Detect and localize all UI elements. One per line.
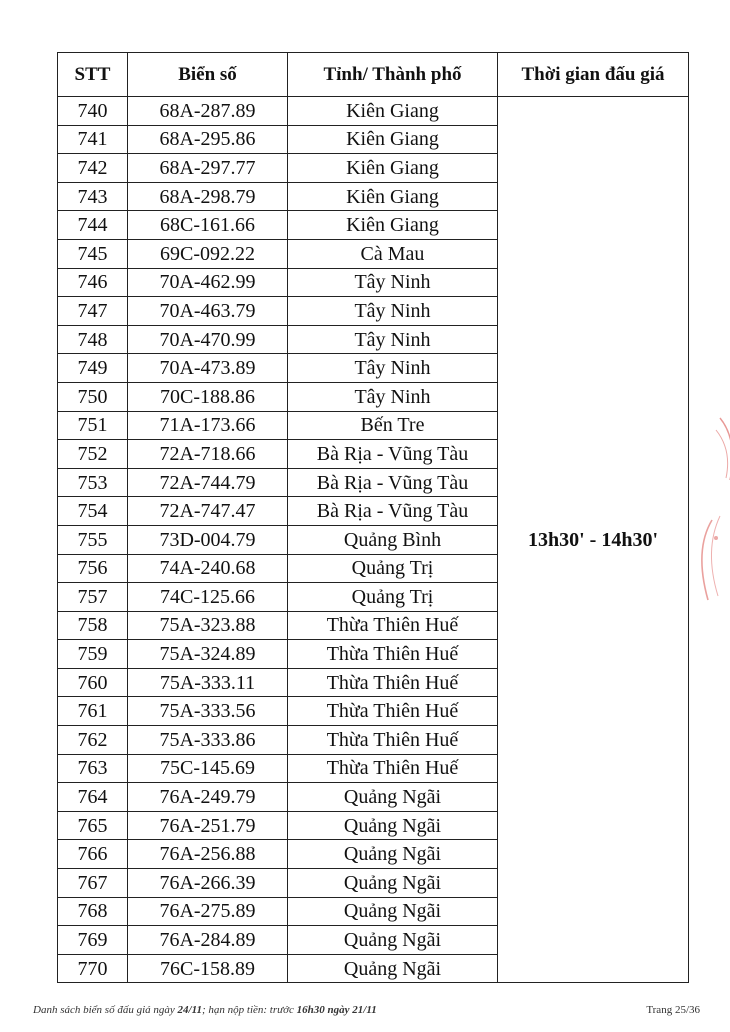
row-province: Thừa Thiên Huế [288, 668, 498, 697]
row-plate: 68C-161.66 [128, 211, 288, 240]
header-auction-time: Thời gian đấu giá [498, 53, 689, 97]
page-footer [33, 1004, 700, 1016]
row-stt: 766 [58, 840, 128, 869]
row-plate: 72A-718.66 [128, 440, 288, 469]
footer-auction-date: 24/11 [177, 1004, 202, 1016]
row-province: Thừa Thiên Huế [288, 697, 498, 726]
row-stt: 761 [58, 697, 128, 726]
row-plate: 69C-092.22 [128, 239, 288, 268]
row-stt: 762 [58, 726, 128, 755]
row-province: Kiên Giang [288, 97, 498, 126]
row-stt: 758 [58, 611, 128, 640]
row-plate: 73D-004.79 [128, 525, 288, 554]
row-plate: 72A-747.47 [128, 497, 288, 526]
footer-prefix: Danh sách biển số đấu giá ngày [33, 1004, 175, 1016]
table-row [58, 97, 689, 126]
row-stt: 757 [58, 583, 128, 612]
row-stt: 770 [58, 954, 128, 983]
row-plate: 72A-744.79 [128, 468, 288, 497]
row-province: Quảng Ngãi [288, 840, 498, 869]
plate-auction-table [57, 52, 689, 983]
row-stt: 764 [58, 783, 128, 812]
row-plate: 68A-298.79 [128, 182, 288, 211]
row-province: Kiên Giang [288, 125, 498, 154]
row-province: Bà Rịa - Vũng Tàu [288, 468, 498, 497]
row-province: Quảng Ngãi [288, 926, 498, 955]
header-plate: Biển số [128, 53, 288, 97]
row-province: Kiên Giang [288, 211, 498, 240]
page-number: Trang 25/36 [646, 1004, 700, 1016]
row-plate: 68A-287.89 [128, 97, 288, 126]
row-plate: 70A-463.79 [128, 297, 288, 326]
header-province: Tỉnh/ Thành phố [288, 53, 498, 97]
header-stt: STT [58, 53, 128, 97]
row-stt: 750 [58, 382, 128, 411]
row-province: Thừa Thiên Huế [288, 726, 498, 755]
row-plate: 70A-462.99 [128, 268, 288, 297]
row-plate: 75A-333.56 [128, 697, 288, 726]
row-province: Quảng Trị [288, 554, 498, 583]
row-stt: 745 [58, 239, 128, 268]
row-plate: 70A-470.99 [128, 325, 288, 354]
row-province: Tây Ninh [288, 268, 498, 297]
row-plate: 76C-158.89 [128, 954, 288, 983]
row-stt: 751 [58, 411, 128, 440]
row-stt: 753 [58, 468, 128, 497]
row-province: Tây Ninh [288, 382, 498, 411]
row-plate: 76A-251.79 [128, 811, 288, 840]
row-plate: 76A-256.88 [128, 840, 288, 869]
row-province: Kiên Giang [288, 154, 498, 183]
row-plate: 76A-266.39 [128, 869, 288, 898]
row-plate: 76A-284.89 [128, 926, 288, 955]
row-stt: 744 [58, 211, 128, 240]
row-stt: 769 [58, 926, 128, 955]
table-header-row [58, 53, 689, 97]
row-stt: 763 [58, 754, 128, 783]
row-stt: 767 [58, 869, 128, 898]
row-stt: 759 [58, 640, 128, 669]
row-plate: 74C-125.66 [128, 583, 288, 612]
row-province: Thừa Thiên Huế [288, 640, 498, 669]
row-stt: 747 [58, 297, 128, 326]
row-stt: 741 [58, 125, 128, 154]
row-province: Thừa Thiên Huế [288, 754, 498, 783]
row-plate: 75A-333.11 [128, 668, 288, 697]
row-stt: 746 [58, 268, 128, 297]
row-province: Tây Ninh [288, 354, 498, 383]
row-stt: 748 [58, 325, 128, 354]
row-plate: 68A-297.77 [128, 154, 288, 183]
row-stt: 765 [58, 811, 128, 840]
row-plate: 75A-323.88 [128, 611, 288, 640]
row-province: Bến Tre [288, 411, 498, 440]
row-stt: 754 [58, 497, 128, 526]
row-province: Quảng Ngãi [288, 783, 498, 812]
row-province: Bà Rịa - Vũng Tàu [288, 497, 498, 526]
row-province: Quảng Ngãi [288, 869, 498, 898]
row-province: Quảng Ngãi [288, 954, 498, 983]
row-stt: 752 [58, 440, 128, 469]
row-province: Quảng Bình [288, 525, 498, 554]
row-stt: 756 [58, 554, 128, 583]
row-stt: 760 [58, 668, 128, 697]
row-province: Quảng Ngãi [288, 897, 498, 926]
row-plate: 75A-324.89 [128, 640, 288, 669]
row-stt: 742 [58, 154, 128, 183]
row-stt: 740 [58, 97, 128, 126]
row-plate: 68A-295.86 [128, 125, 288, 154]
row-province: Quảng Ngãi [288, 811, 498, 840]
row-plate: 71A-173.66 [128, 411, 288, 440]
auction-time-cell: 13h30' - 14h30' [498, 97, 689, 983]
row-plate: 76A-249.79 [128, 783, 288, 812]
row-province: Tây Ninh [288, 297, 498, 326]
row-plate: 76A-275.89 [128, 897, 288, 926]
row-stt: 768 [58, 897, 128, 926]
row-plate: 70A-473.89 [128, 354, 288, 383]
row-province: Thừa Thiên Huế [288, 611, 498, 640]
row-province: Kiên Giang [288, 182, 498, 211]
footer-deadline: 16h30 ngày 21/11 [296, 1004, 377, 1016]
row-province: Cà Mau [288, 239, 498, 268]
row-province: Quảng Trị [288, 583, 498, 612]
row-plate: 70C-188.86 [128, 382, 288, 411]
row-province: Bà Rịa - Vũng Tàu [288, 440, 498, 469]
row-province: Tây Ninh [288, 325, 498, 354]
row-stt: 755 [58, 525, 128, 554]
row-stt: 749 [58, 354, 128, 383]
row-plate: 75A-333.86 [128, 726, 288, 755]
row-plate: 75C-145.69 [128, 754, 288, 783]
footer-middle: ; hạn nộp tiền: trước [201, 1004, 294, 1016]
red-seal-stamp-fragment [690, 410, 730, 620]
row-plate: 74A-240.68 [128, 554, 288, 583]
row-stt: 743 [58, 182, 128, 211]
